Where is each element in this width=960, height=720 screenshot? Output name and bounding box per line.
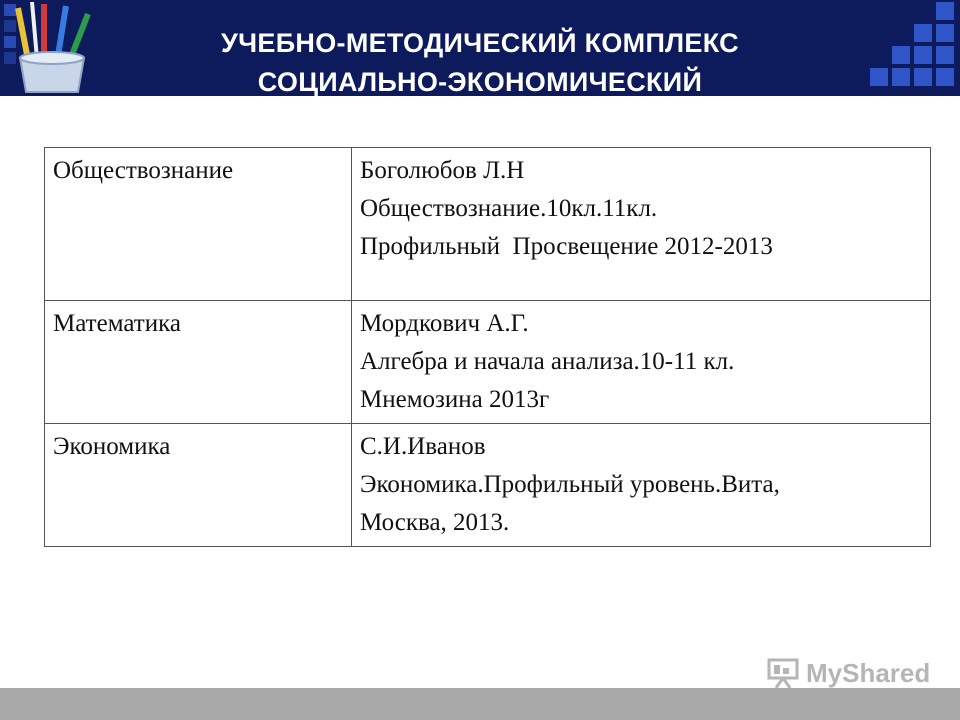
details-line: Экономика.Профильный уровень.Вита, bbox=[360, 471, 780, 498]
details-cell bbox=[352, 424, 931, 547]
squares-pattern-icon bbox=[850, 0, 960, 96]
slide-title bbox=[120, 24, 840, 102]
subject-name: Обществознание bbox=[53, 157, 234, 184]
subject-name: Экономика bbox=[53, 433, 171, 460]
curriculum-table bbox=[44, 147, 931, 547]
pencil-cup-icon bbox=[0, 0, 108, 96]
details-line: Обществознание.10кл.11кл. bbox=[360, 195, 658, 222]
table-row bbox=[45, 148, 931, 301]
subject-name: Математика bbox=[53, 310, 181, 337]
details-line: Алгебра и начала анализа.10-11 кл. bbox=[360, 348, 735, 375]
details-line: Боголюбов Л.Н bbox=[360, 157, 525, 184]
title-line-2: СОЦИАЛЬНО-ЭКОНОМИЧЕСКИЙ bbox=[257, 67, 703, 97]
footer-bar bbox=[0, 688, 960, 720]
details-line: Профильный Просвещение 2012-2013 bbox=[360, 233, 773, 260]
details-cell bbox=[352, 148, 931, 301]
details-line: Мнемозина 2013г bbox=[360, 386, 550, 413]
details-line: С.И.Иванов bbox=[360, 433, 486, 460]
presentation-board-icon bbox=[766, 657, 800, 689]
details-line: Мордкович А.Г. bbox=[360, 310, 529, 337]
watermark-text: MyShared bbox=[806, 657, 931, 688]
subject-cell bbox=[45, 301, 352, 424]
details-line: Москва, 2013. bbox=[360, 509, 510, 536]
subject-cell bbox=[45, 148, 352, 301]
watermark bbox=[766, 656, 930, 690]
title-line-1: УЧЕБНО-МЕТОДИЧЕСКИЙ КОМПЛЕКС bbox=[221, 28, 739, 58]
header-banner bbox=[0, 0, 960, 96]
table-row bbox=[45, 301, 931, 424]
subject-cell bbox=[45, 424, 352, 547]
details-cell bbox=[352, 301, 931, 424]
table-row bbox=[45, 424, 931, 547]
